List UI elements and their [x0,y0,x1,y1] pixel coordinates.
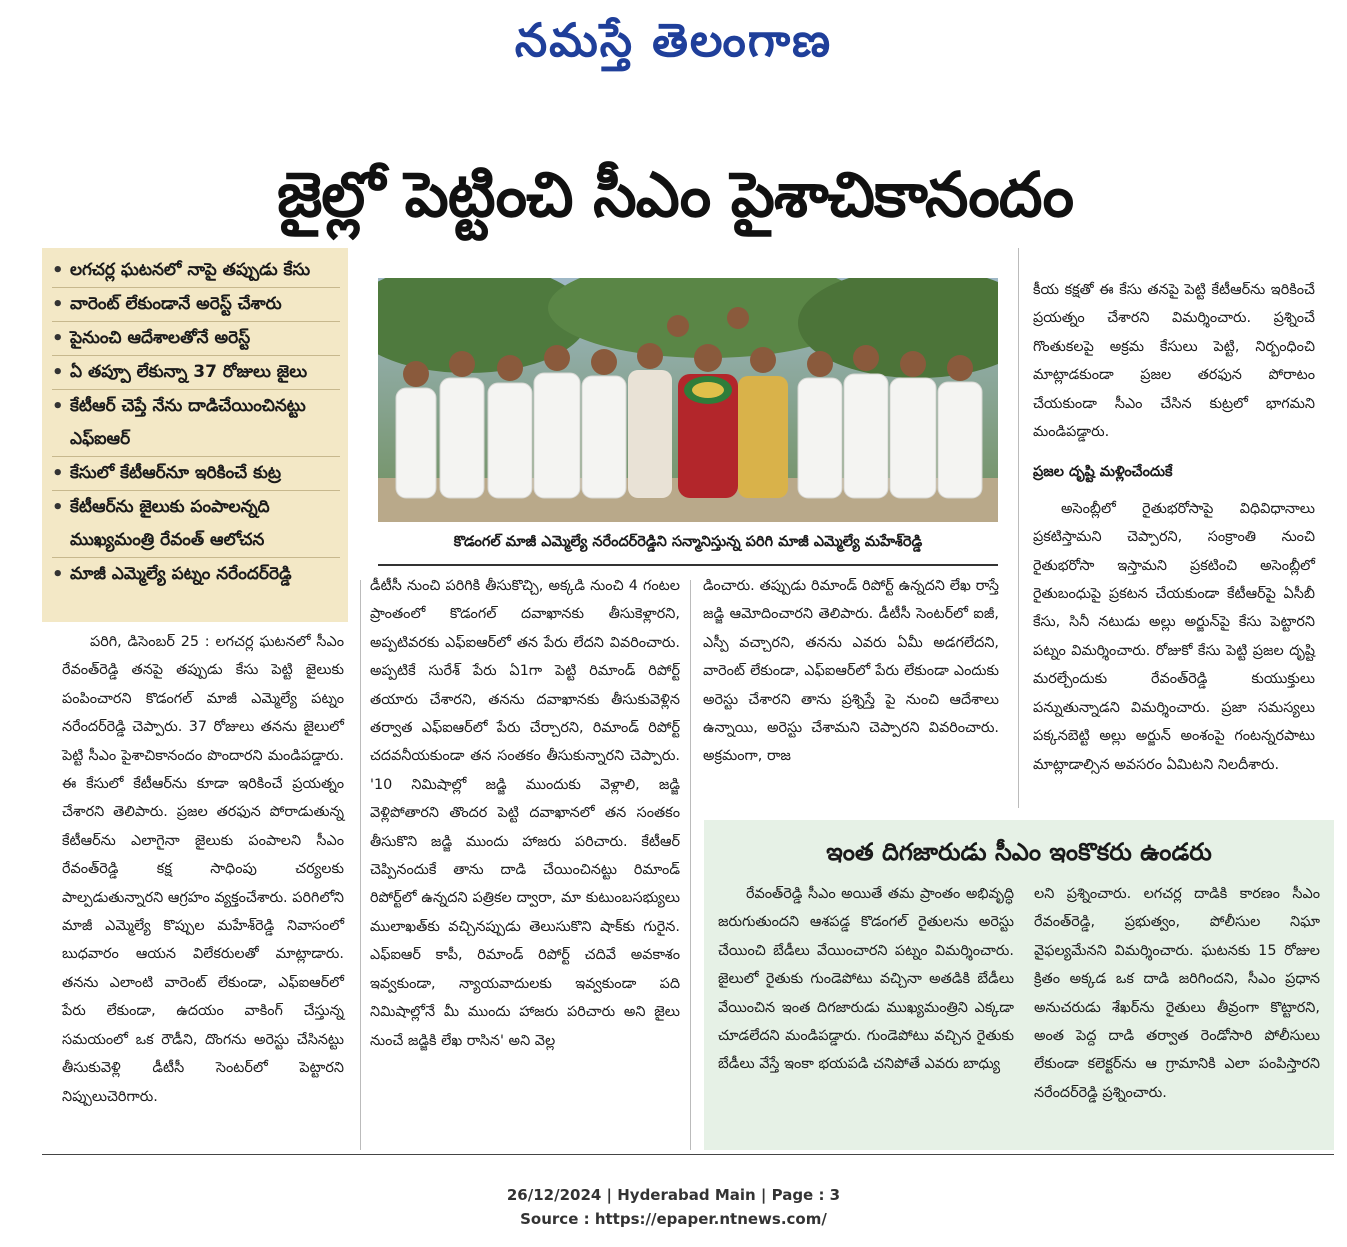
article-paragraph: కీయ కక్షతో ఈ కేసు తనపై పెట్టి కేటీఆర్‌ను ఇరికించే ప్రయత్నం చేశారని విమర్శించారు. ప్రశ్నించే గొంతుకలపై అక్రమ కేసులు పెట్టి, నిర్బంధించి మాట్లాడకుండా ప్రజల తరఫున పోరాటం చేయకుండా సీఎం చేసిన కుట్రలో భాగమని మండిపడ్డారు. [1033,282,1315,441]
group-photo-illustration [378,278,998,522]
footer-edition-info: 26/12/2024 | Hyderabad Main | Page : 3 [506,1186,841,1204]
quote-box-column-1 [718,880,1014,1079]
key-points-box [42,248,348,622]
article-paragraph: లని ప్రశ్నించారు. లగచర్ల దాడికి కారణం సీఎం రేవంత్‌రెడ్డి, ప్రభుత్వం, పోలీసుల నిఘా వైఫల్యమేనని విమర్శించారు. ఘటనకు 15 రోజుల క్రితం అక్కడ ఒక దాడి జరిగిందని, సీఎం ప్రధాన అనుచరుడు శేఖర్‌ను రైతులు తీవ్రంగా కొట్టారని, అంత పెద్ద దాడి తర్వాత రెండోసారి పోలీసులు లేకుండా కలెక్టర్‌ను ఆ గ్రామానికి ఎలా పంపిస్తారని నరేందర్‌రెడ్డి ప్రశ్నించారు. [1034,886,1320,1101]
column-divider [690,580,691,1150]
article-column-3 [703,572,999,771]
key-point: • కేసులో కేటీఆర్‌నూ ఇరికించే కుట్ర [52,457,340,491]
footer-source-link[interactable]: Source : https://epaper.ntnews.com/ [520,1210,827,1228]
key-point: • కేటీఆర్‌ను జైలుకు పంపాలన్నది ముఖ్యమంత్రి రేవంత్ ఆలోచన [52,491,340,558]
article-paragraph: అసెంబ్లీలో రైతుభరోసాపై విధివిధానాలు ప్రకటిస్తామని చెప్పారని, సంక్రాంతి నుంచి రైతుభరోసా ఇస్తామని ప్రకటించి అసెంబ్లీలో రైతుబంధుపై ప్రకటన చేయకుండా కేటీఆర్‌పై ఏసీబీ కేసు, సినీ నటుడు అల్లు అర్జున్‌పై కేసు పెట్టారని పట్నం విమర్శించారు. రోజుకో కేసు పెట్టి ప్రజల దృష్టి మరల్చేందుకు రేవంత్‌రెడ్డి కుయుక్తులు పన్నుతున్నాడని విమర్శించారు. ప్రజా సమస్యలు పక్కనబెట్టి అల్లు అర్జున్ అంశంపై గంటన్నరపాటు మాట్లాడాల్సిన అవసరం ఏమిటని నిలదీశారు. [1033,500,1315,773]
key-point: • పైనుంచి ఆదేశాలతోనే అరెస్ట్ [52,322,340,356]
quote-box-column-2 [1034,880,1320,1107]
article-paragraph: పరిగి, డిసెంబర్ 25 : లగచర్ల ఘటనలో సీఎం రేవంత్‌రెడ్డి తనపై తప్పుడు కేసు పెట్టి జైలుకు పంపించారని కొడంగల్ మాజీ ఎమ్మెల్యే పట్నం నరేందర్‌రెడ్డి చెప్పారు. 37 రోజులు తనను జైలులో పెట్టి సీఎం పైశాచికానందం పొందారని మండిపడ్డారు. ఈ కేసులో కేటీఆర్‌ను కూడా ఇరికించే ప్రయత్నం చేశారని తెలిపారు. ప్రజల తరఫున పోరాడుతున్న కేటీఆర్‌ను ఎలాగైనా జైలుకు పంపాలని సీఎం రేవంత్‌రెడ్డి కక్ష సాధింపు చర్యలకు పాల్పడుతున్నారని ఆగ్రహం వ్యక్తంచేశారు. పరిగిలోని మాజీ ఎమ్మెల్యే కొప్పుల మహేశ్‌రెడ్డి నివాసంలో బుధవారం ఆయన విలేకరులతో మాట్లాడారు. తనను ఎలాంటి వారెంట్ లేకుండా, ఎఫ్ఐఆర్‌లో పేరు లేకుండా, ఉదయం వాకింగ్ చేస్తున్న సమయంలో ఒక రౌడీని, దొంగను అరెస్టు చేసినట్టు తీసుకువెళ్లి డీటీసీ సెంటర్‌లో పెట్టారని నిప్పులుచెరిగారు. [62,634,344,1105]
bullet-icon: • [52,260,64,281]
bullet-icon: • [52,463,64,484]
article-paragraph: డీటీసీ నుంచి పరిగికి తీసుకొచ్చి, అక్కడి నుంచి 4 గంటల ప్రాంతంలో కొడంగల్ దవాఖానకు తీసుకెళ్లారని, అప్పటివరకు ఎఫ్ఐఆర్‌లో తన పేరు లేదని వివరించారు. అప్పటికే సురేశ్ పేరు ఏ1గా పెట్టి రిమాండ్ రిపోర్ట్ తయారు చేశారని, తనను దవాఖానకు తీసుకువెళ్లిన తర్వాత ఎఫ్ఐఆర్‌లో పేరు చేర్చారని, రిమాండ్ రిపోర్ట్ చదవనీయకుండా తన సంతకం తీసుకున్నారని చెప్పారు. '10 నిమిషాల్లో జడ్జి ముందుకు వెళ్లాలి, జడ్జి వెళ్లిపోతారని తొందర పెట్టి దవాఖానలో తన సంతకం తీసుకొని జడ్జి ముందు హాజరు పరిచారు. కేటీఆర్ చెప్పినందుకే తాను దాడి చేయించినట్టు రిమాండ్ రిపోర్ట్‌లో ఉన్నదని పత్రికల ద్వారా, మా కుటుంబసభ్యులు ములాఖత్‌కు వచ్చినప్పుడు తెలుసుకొని షాక్‌కు గురైన. ఎఫ్ఐఆర్ కాపీ, రిమాండ్ రిపోర్ట్ చదివే అవకాశం ఇవ్వకుండా, న్యాయవాదులకు ఇవ్వకుండా పది నిమిషాల్లోనే మీ ముందు హాజరు పరిచారు అని జైలు నుంచే జడ్జికి లేఖ రాసిన' అని వెల్ల [370,578,680,1049]
article-column-2 [370,572,680,1055]
page-headline: జైల్లో పెట్టించి సీఎం పైశాచికానందం [276,158,1074,231]
key-point: • మాజీ ఎమ్మెల్యే పట్నం నరేందర్‌రెడ్డి [52,558,340,591]
article-column-1 [62,628,344,1111]
key-point: • ఏ తప్పూ లేకున్నా 37 రోజులు జైలు [52,356,340,390]
bullet-icon: • [52,396,64,417]
bullet-icon: • [52,328,64,349]
key-point: • వారెంట్ లేకుండానే అరెస్ట్ చేశారు [52,288,340,322]
quote-box-title: ఇంత దిగజారుడు సీఎం ఇంకొకరు ఉండరు [826,838,1212,866]
column-divider [1018,248,1019,808]
key-point: • లగచర్ల ఘటనలో నాపై తప్పుడు కేసు [52,254,340,288]
masthead-logo: నమస్తే తెలంగాణ [514,13,833,67]
bullet-icon: • [52,294,64,315]
article-paragraph: రేవంత్‌రెడ్డి సీఎం అయితే తమ ప్రాంతం అభివృద్ధి జరుగుతుందని ఆశపడ్డ కొడంగల్ రైతులను అరెస్టు చేయించి బేడీలు వేయించారని పట్నం విమర్శించారు. జైలులో రైతుకు గుండెపోటు వచ్చినా అతడికి బేడీలు వేయించిన ఇంత దిగజారుడు ముఖ్యమంత్రిని ఎక్కడా చూడలేదని మండిపడ్డారు. గుండెపోటు వచ్చిన రైతుకు బేడీలు వేస్తే ఇంకా భయపడి చనిపోతే ఎవరు బాధ్యు [718,886,1014,1073]
key-point: • కేటీఆర్ చెప్తే నేను దాడిచేయించినట్టు ఎఫ్ఐఆర్ [52,390,340,457]
bullet-icon: • [52,497,64,518]
footer-divider [42,1154,1334,1155]
column-divider [360,580,361,1150]
news-photo [378,278,998,522]
article-paragraph: డించారు. తప్పుడు రిమాండ్ రిపోర్ట్ ఉన్నదని లేఖ రాస్తే జడ్జి ఆమోదించారని తెలిపారు. డీటీసీ సెంటర్‌లో ఐజీ, ఎస్పీ వచ్చారని, తనను ఎవరు ఏమీ అడగలేదని, వారెంట్ లేకుండా, ఎఫ్ఐఆర్‌లో పేరు లేకుండా ఎందుకు అరెస్టు చేశారని తాను ప్రశ్నిస్తే పై నుంచి ఆదేశాలు ఉన్నాయి, అరెస్టు చేశామని చెప్పారని వివరించారు. అక్రమంగా, రాజ [703,578,999,765]
bullet-icon: • [52,362,64,383]
quote-box [704,820,1334,1150]
bullet-icon: • [52,564,64,585]
subheading: ప్రజల దృష్టి మళ్లించేందుకే [1033,464,1173,481]
photo-caption: కొడంగల్ మాజీ ఎమ్మెల్యే నరేందర్‌రెడ్డిని సన్మానిస్తున్న పరిగి మాజీ ఎమ్మెల్యే మహేశ్‌రెడ్డి [378,524,998,566]
article-column-4 [1033,276,1315,779]
